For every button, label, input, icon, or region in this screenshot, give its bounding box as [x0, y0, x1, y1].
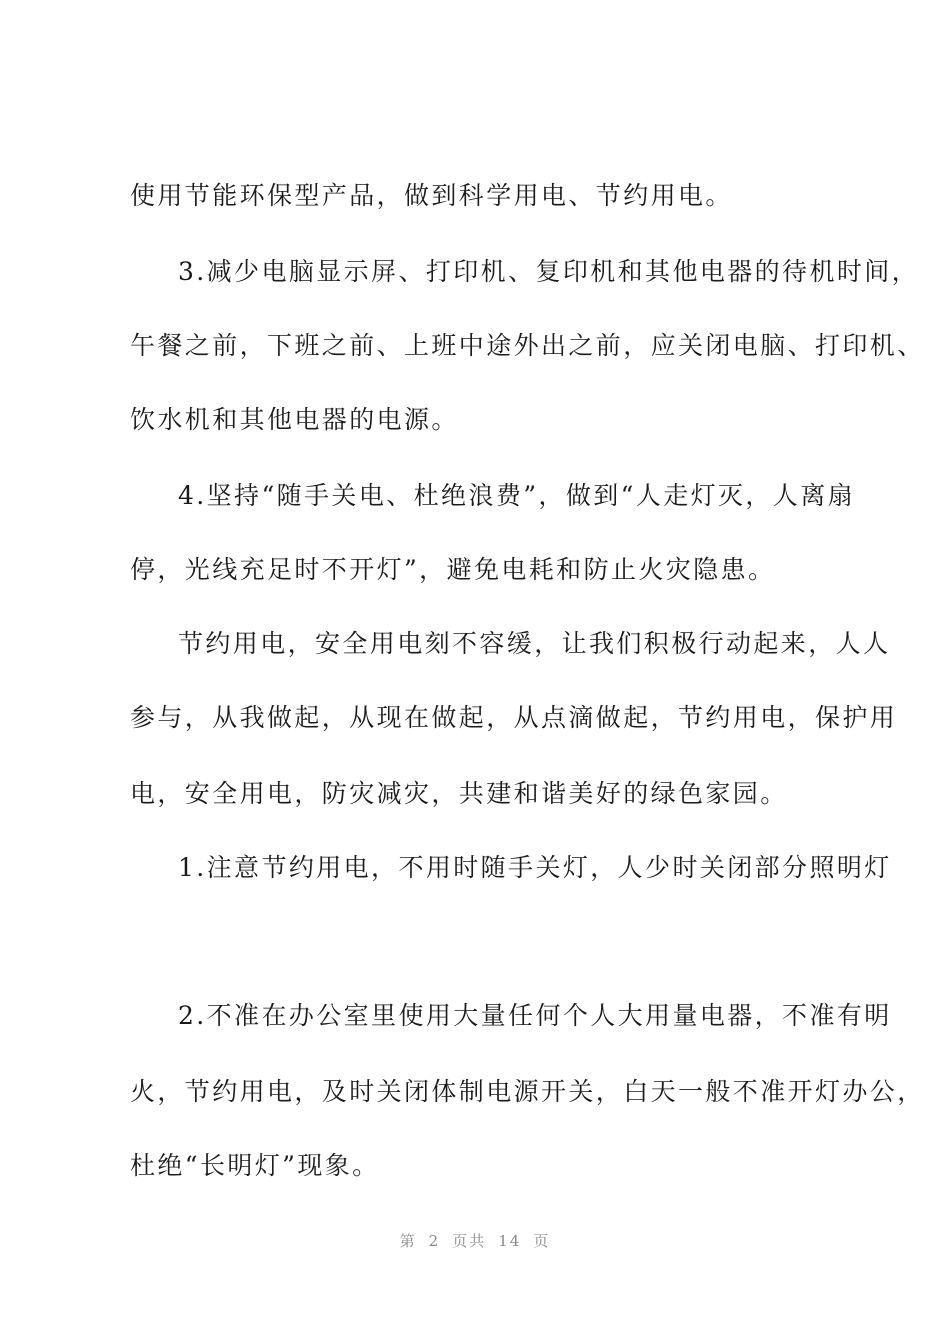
paragraph-line: 饮水机和其他电器的电源。: [130, 405, 459, 434]
page-footer: [0, 1230, 950, 1251]
footer-prefix: 第: [399, 1232, 417, 1250]
paragraph-line: 3.减少电脑显示屏、打印机、复印机和其他电器的待机时间，: [178, 257, 920, 286]
total-pages: 14: [498, 1232, 522, 1250]
footer-middle: 页共: [452, 1232, 487, 1250]
paragraph-line: 参与，从我做起，从现在做起，从点滴做起，节约用电，保护用: [130, 703, 898, 732]
paragraph-line: 节约用电，安全用电刻不容缓，让我们积极行动起来，人人: [178, 629, 891, 658]
paragraph-line: 1.注意节约用电，不用时随手关灯，人少时关闭部分照明灯: [178, 853, 892, 882]
paragraph-line: 午餐之前，下班之前、上班中途外出之前，应关闭电脑、打印机、: [130, 331, 925, 360]
paragraph-line: 杜绝“长明灯”现象。: [130, 1151, 380, 1180]
paragraph-line: 停，光线充足时不开灯”，避免电耗和防止火灾隐患。: [130, 555, 776, 584]
paragraph-line: 火，节约用电，及时关闭体制电源开关，白天一般不准开灯办公，: [130, 1077, 925, 1106]
footer-suffix: 页: [533, 1232, 551, 1250]
paragraph-line: 4.坚持“随手关电、杜绝浪费”，做到“人走灯灭，人离扇: [178, 481, 855, 510]
page-number: 2: [428, 1232, 441, 1250]
paragraph-line: 2.不准在办公室里使用大量任何个人大用量电器，不准有明: [178, 1001, 892, 1030]
paragraph-line: 使用节能环保型产品，做到科学用电、节约用电。: [130, 181, 733, 210]
paragraph-line: 电，安全用电，防灾减灾，共建和谐美好的绿色家园。: [130, 779, 788, 808]
